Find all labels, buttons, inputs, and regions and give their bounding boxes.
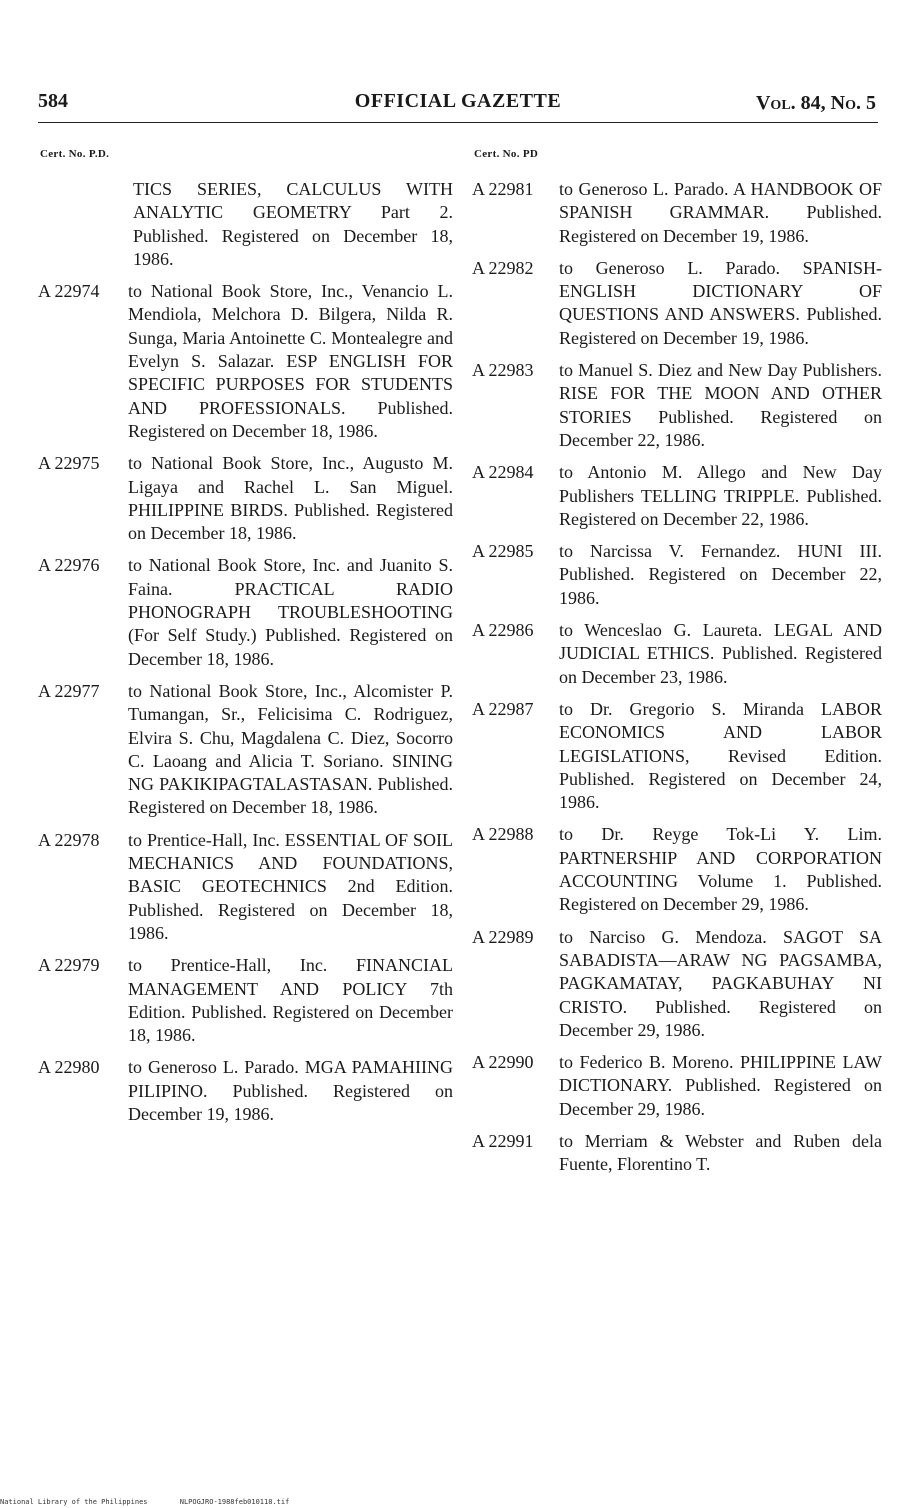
certificate-number: A 22978 — [38, 829, 100, 850]
registration-text: to Prentice-Hall, Inc. ESSENTIAL OF SOIL MECHANICS AND FOUNDATIONS, BASIC GEOTECHNICS 2nd Edition. Published. Registered on December 18, 1986. — [128, 829, 453, 943]
certificate-number: A 22979 — [38, 955, 100, 976]
right-entry-list — [472, 178, 882, 1177]
certificate-number: A 22981 — [472, 179, 534, 199]
column-heading: Cert. No. P.D. — [40, 148, 110, 160]
left-entry-list — [38, 280, 453, 1126]
registration-text: to Wenceslao G. Laureta. LEGAL AND JUDICIAL ETHICS. Published. Registered on December 23, 1986. — [559, 620, 882, 687]
certificate-number: A 22988 — [472, 824, 534, 845]
certificate-entry — [472, 1051, 882, 1121]
registration-text: to Narciso G. Mendoza. SAGOT SA SABADISTA—ARAW NG PAGSAMBA, PAGKAMATAY, PAGKABUHAY NI CRISTO. Published. Registered on December 29, 1986. — [559, 926, 882, 1040]
certificate-number: A 22983 — [472, 360, 534, 381]
certificate-number: A 22982 — [472, 257, 534, 278]
library-credit: National Library of the Philippines — [0, 1498, 148, 1506]
certificate-entry — [472, 823, 882, 916]
certificate-entry — [38, 829, 453, 945]
certificate-entry — [472, 540, 882, 610]
page-header — [38, 90, 878, 123]
registration-text: to National Book Store, Inc. and Juanito S. Faina. PRACTICAL RADIO PHONOGRAPH TROUBLESHOOTING (For Self Study.) Published. Registered on December 18, 1986. — [128, 555, 453, 669]
registration-text: to Generoso L. Parado. MGA PAMAHIING PILIPINO. Published. Registered on December 19, 1986. — [128, 1057, 453, 1124]
certificate-entry — [472, 1130, 882, 1177]
certificate-number: A 22977 — [38, 680, 100, 701]
certificate-entry — [472, 178, 882, 248]
registration-text: to Antonio M. Allego and New Day Publishers TELLING TRIPPLE. Published. Registered on December 22, 1986. — [559, 462, 882, 529]
registration-text: to Federico B. Moreno. PHILIPPINE LAW DICTIONARY. Published. Registered on December 29, 1986. — [559, 1052, 882, 1119]
registration-text: to National Book Store, Inc., Alcomister P. Tumangan, Sr., Felicisima C. Rodriguez, Elvira S. Chu, Magdalena C. Diez, Socorro C. Laoang and Alicia T. Soriano. SINING NG PAKIKIPAGTALASTASAN. Published. Registered on December 18, 1986. — [128, 680, 453, 818]
registration-text: to Narcissa V. Fernandez. HUNI III. Published. Registered on December 22, 1986. — [559, 541, 882, 608]
certificate-number: A 22990 — [472, 1052, 534, 1073]
volume-issue: Vol. 84, No. 5 — [755, 92, 876, 114]
certificate-entry — [38, 452, 453, 545]
certificate-number: A 22976 — [38, 555, 100, 576]
continued-entry: TICS SERIES, CALCULUS WITH ANALYTIC GEOMETRY Part 2. Published. Registered on December 18, 1986. — [133, 179, 453, 269]
registration-text: to National Book Store, Inc., Venancio L. Mendiola, Melchora D. Bilgera, Nilda R. Sunga, Maria Antoinette C. Montealegre and Evelyn S. Salazar. ESP ENGLISH FOR SPECIFIC PURPOSES FOR STUDENTS AND PROFESSIONALS. Published. Registered on December 18, 1986. — [128, 281, 453, 441]
certificate-number: A 22991 — [472, 1130, 534, 1151]
certificate-entry — [472, 257, 882, 350]
page-number: 584 — [38, 90, 68, 112]
certificate-number: A 22985 — [472, 541, 534, 562]
certificate-number: A 22987 — [472, 698, 534, 719]
certificate-number: A 22984 — [472, 462, 534, 483]
registration-text: to National Book Store, Inc., Augusto M. Ligaya and Rachel L. San Miguel. PHILIPPINE BIRDS. Published. Registered on December 18, 1986. — [128, 453, 453, 544]
scan-footer — [0, 1498, 317, 1506]
certificate-entry — [472, 359, 882, 452]
certificate-entry — [38, 680, 453, 820]
left-column — [38, 148, 453, 1135]
certificate-entry — [472, 926, 882, 1042]
registration-text: to Generoso L. Parado. SPANISH-ENGLISH DICTIONARY OF QUESTIONS AND ANSWERS. Published. Registered on December 19, 1986. — [559, 257, 882, 348]
publication-title: OFFICIAL GAZETTE — [354, 90, 562, 112]
certificate-number: A 22989 — [472, 926, 534, 947]
certificate-number: A 22974 — [38, 281, 100, 302]
certificate-entry — [472, 461, 882, 531]
registration-text: to Prentice-Hall, Inc. FINANCIAL MANAGEMENT AND POLICY 7th Edition. Published. Registered on December 18, 1986. — [128, 955, 453, 1046]
right-column — [472, 148, 882, 1186]
certificate-number: A 22980 — [38, 1057, 100, 1078]
certificate-number: A 22986 — [472, 620, 534, 641]
certificate-entry — [38, 954, 453, 1047]
certificate-number: A 22975 — [38, 453, 100, 474]
certificate-entry — [38, 554, 453, 670]
certificate-entry — [38, 280, 453, 443]
registration-text: to Generoso L. Parado. A HANDBOOK OF SPANISH GRAMMAR. Published. Registered on December 19, 1986. — [559, 179, 882, 246]
certificate-entry — [472, 698, 882, 814]
scan-filename: NLPOGJRO-1988feb010118.tif — [179, 1498, 290, 1506]
column-heading: Cert. No. PD — [474, 148, 539, 160]
registration-text: to Merriam & Webster and Ruben dela Fuente, Florentino T. — [559, 1130, 882, 1175]
registration-text: to Dr. Reyge Tok-Li Y. Lim. PARTNERSHIP AND CORPORATION ACCOUNTING Volume 1. Published. Registered on December 29, 1986. — [559, 824, 882, 915]
certificate-entry — [472, 619, 882, 689]
registration-text: to Dr. Gregorio S. Miranda LABOR ECONOMICS AND LABOR LEGISLATIONS, Revised Edition. Published. Registered on December 24, 1986. — [559, 698, 882, 813]
certificate-entry — [38, 1056, 453, 1126]
registration-text: to Manuel S. Diez and New Day Publishers. RISE FOR THE MOON AND OTHER STORIES Published. Registered on December 22, 1986. — [559, 360, 882, 450]
